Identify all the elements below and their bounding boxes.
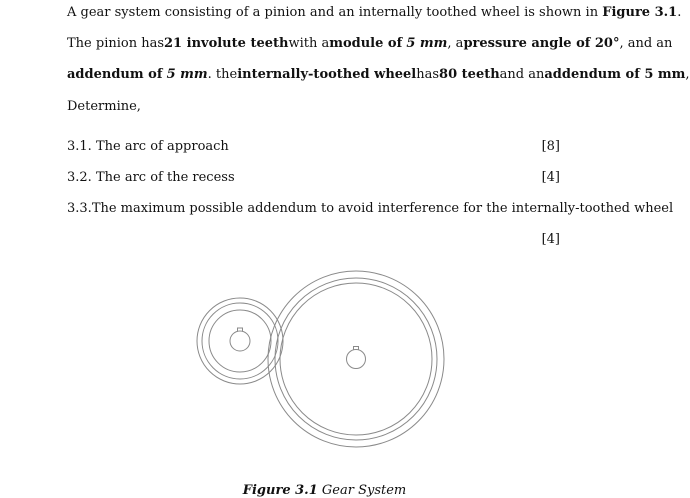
wheel-outer-circle	[268, 271, 444, 447]
question-number: 3.2.	[67, 170, 92, 185]
problem-text: , a	[447, 36, 464, 51]
wheel-teeth: 80 teeth	[439, 67, 500, 82]
problem-text: .	[677, 5, 682, 20]
figure-reference: Figure 3.1	[602, 5, 678, 20]
pinion-teeth: 21 involute teeth	[164, 36, 289, 51]
question-marks: [4]	[541, 170, 560, 185]
wheel-label: internally-toothed wheel	[237, 67, 417, 82]
figure-title: Gear System	[321, 483, 407, 498]
problem-text: with a	[288, 36, 330, 51]
wheel-addendum: addendum of 5 mm	[544, 67, 686, 82]
addendum-label: addendum of	[67, 67, 163, 82]
question-marks: [8]	[541, 139, 560, 154]
addendum-value: 5 mm	[166, 67, 208, 82]
question-marks: [4]	[541, 232, 560, 247]
determine-text: Determine,	[67, 99, 141, 114]
figure-label: Figure 3.1	[242, 483, 318, 498]
problem-text: , and an	[619, 36, 673, 51]
question-text: The arc of approach	[95, 139, 229, 154]
question-number: 3.1.	[67, 139, 92, 154]
wheel-bore	[347, 350, 366, 369]
figure-caption	[0, 483, 649, 498]
problem-text: and an	[499, 67, 545, 82]
pinion-pitch-circle	[202, 303, 278, 379]
pinion-hub-circle	[209, 310, 271, 372]
wheel-inner-circle	[280, 283, 432, 435]
pinion-bore	[230, 331, 250, 351]
module-value: 5 mm	[406, 36, 448, 51]
problem-text: A gear system consisting of a pinion and an internally toothed wheel is shown in	[67, 5, 599, 20]
problem-text: The pinion has	[67, 36, 165, 51]
question-text: The arc of the recess	[95, 170, 235, 185]
question-text: The maximum possible addendum to avoid interference for the internally-toothed wheel	[91, 201, 674, 216]
pressure-angle: pressure angle of 20°	[463, 36, 620, 51]
internal-wheel-gear	[268, 271, 444, 447]
wheel-pitch-circle	[275, 278, 437, 440]
module-label: module of	[329, 36, 403, 51]
problem-text: has	[416, 67, 440, 82]
problem-text: ,	[685, 67, 690, 82]
problem-text: . the	[207, 67, 238, 82]
question-number: 3.3.	[67, 201, 92, 216]
